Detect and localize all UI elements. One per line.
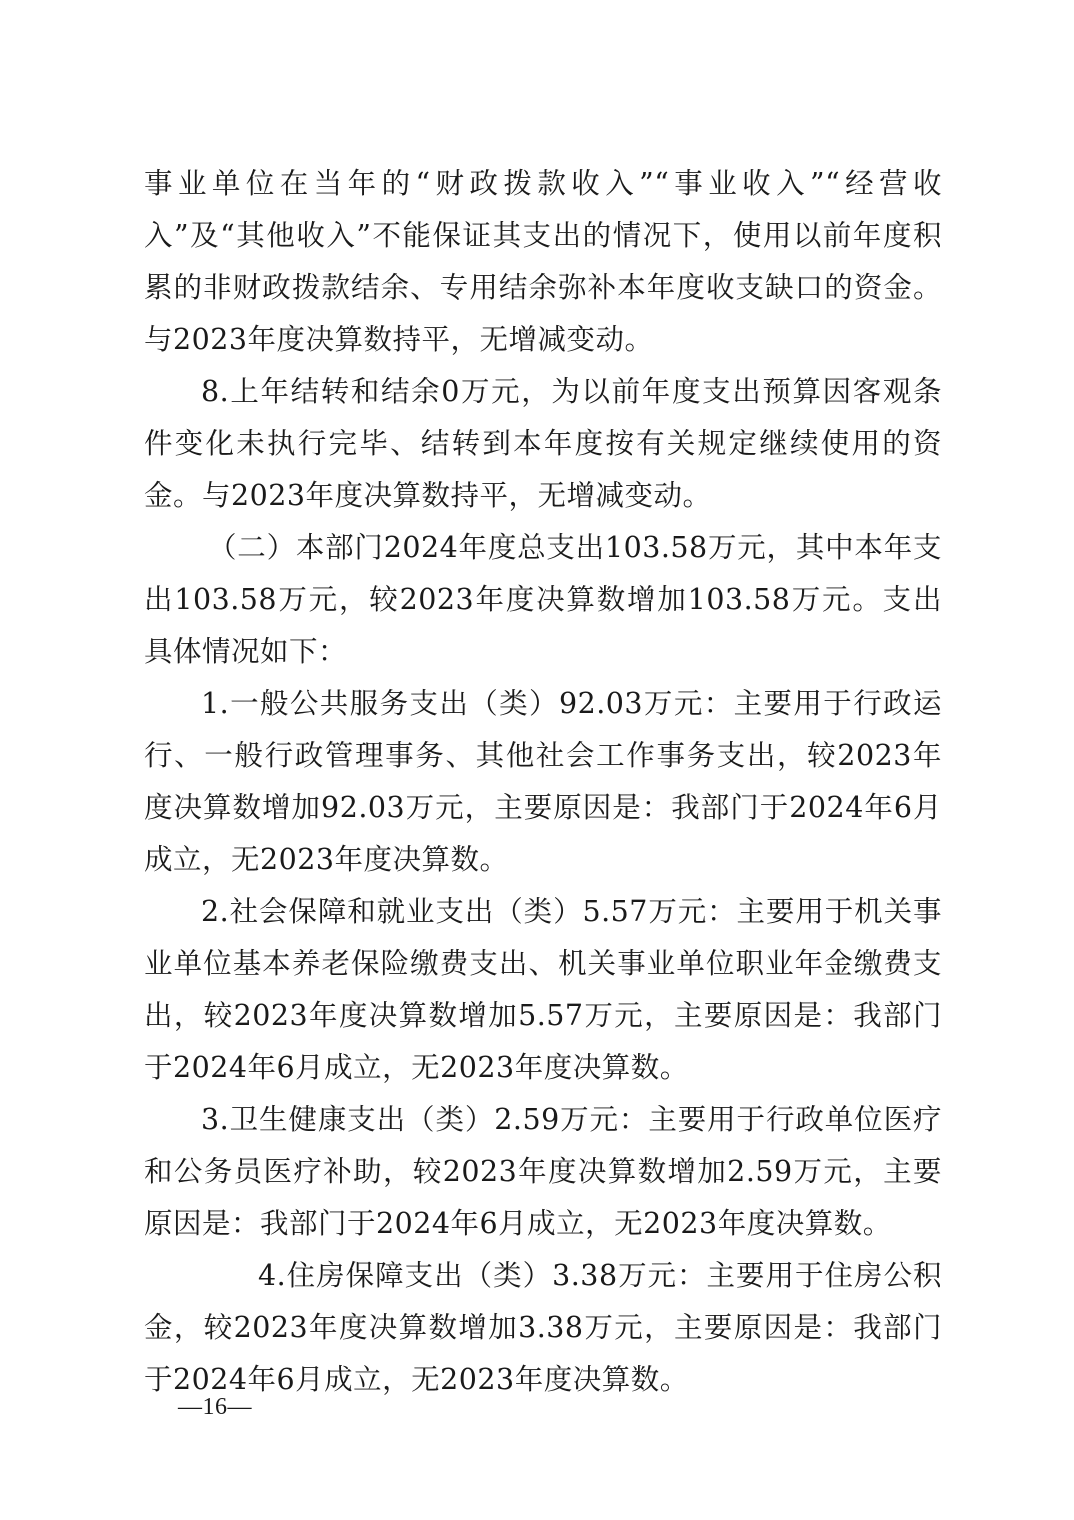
paragraph-continuation: 事业单位在当年的“财政拨款收入”“事业收入”“经营收入”及“其他收入”不能保证其支出的情况下，使用以前年度积累的非财政拨款结余、专用结余弥补本年度收支缺口的资金。与2023年度决算数持平，无增减变动。 [144,167,942,356]
paragraph-item-2: 2.社会保障和就业支出（类）5.57万元：主要用于机关事业单位基本养老保险缴费支出、机关事业单位职业年金缴费支出，较2023年度决算数增加5.57万元，主要原因是：我部门于2024年6月成立，无2023年度决算数。 [144,895,942,1084]
page-number: —16— [178,1394,252,1420]
paragraph-section-2: （二）本部门2024年度总支出103.58万元，其中本年支出103.58万元，较2023年度决算数增加103.58万元。支出具体情况如下： [144,531,942,668]
document-body [144,158,942,1406]
paragraph-item-3: 3.卫生健康支出（类）2.59万元：主要用于行政单位医疗和公务员医疗补助，较2023年度决算数增加2.59万元，主要原因是：我部门于2024年6月成立，无2023年度决算数。 [144,1103,942,1240]
paragraph-item-1: 1.一般公共服务支出（类）92.03万元：主要用于行政运行、一般行政管理事务、其他社会工作事务支出，较2023年度决算数增加92.03万元，主要原因是：我部门于2024年6月成立，无2023年度决算数。 [144,687,942,876]
paragraph-item-8: 8.上年结转和结余0万元，为以前年度支出预算因客观条件变化未执行完毕、结转到本年度按有关规定继续使用的资金。与2023年度决算数持平，无增减变动。 [144,375,942,512]
paragraph-item-4: 4.住房保障支出（类）3.38万元：主要用于住房公积金，较2023年度决算数增加3.38万元，主要原因是：我部门于2024年6月成立，无2023年度决算数。 [144,1259,942,1396]
